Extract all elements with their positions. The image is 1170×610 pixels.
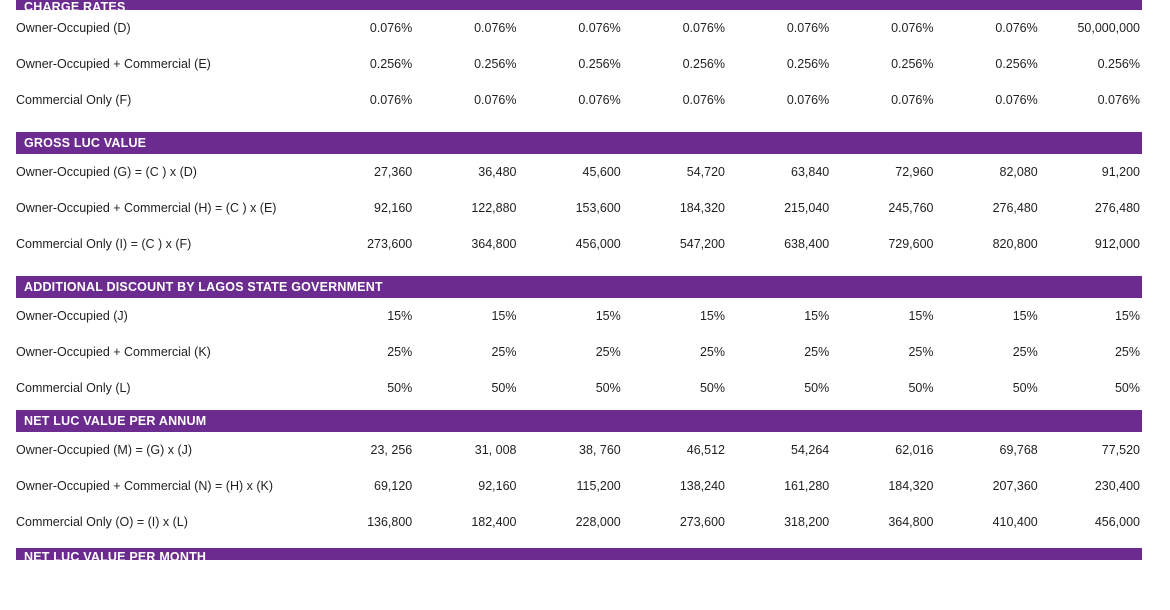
row-label: Commercial Only (O) = (I) x (L) (16, 515, 188, 529)
cell-value: 136,800 (367, 515, 413, 529)
cell-value: 0.076% (578, 93, 621, 107)
cell-value: 273,600 (367, 237, 413, 251)
cell-value: 91,200 (1101, 165, 1140, 179)
cell-value: 0.076% (1097, 93, 1140, 107)
cell-value: 0.256% (891, 57, 934, 71)
cell-value: 364,800 (471, 237, 517, 251)
table-row (16, 370, 1142, 406)
cell-value: 69,768 (999, 443, 1038, 457)
cell-value: 0.076% (786, 21, 830, 35)
cell-value: 0.256% (995, 57, 1038, 71)
section-header-gross-luc-value (16, 132, 1142, 154)
cell-value: 0.076% (369, 93, 413, 107)
cell-value: 122,880 (471, 201, 517, 215)
cell-value: 0.076% (995, 93, 1038, 107)
row-label: Commercial Only (F) (16, 93, 132, 107)
table-charge-rates (16, 10, 1142, 118)
cell-value: 276,480 (992, 201, 1038, 215)
cell-value: 364,800 (888, 515, 934, 529)
cell-value: 25% (1012, 345, 1038, 359)
cell-value: 138,240 (679, 479, 725, 493)
cell-value: 25% (908, 345, 934, 359)
table-additional-discount (16, 298, 1142, 406)
cell-value: 276,480 (1094, 201, 1140, 215)
cell-value: 82,080 (999, 165, 1038, 179)
cell-value: 46,512 (686, 443, 725, 457)
cell-value: 15% (1114, 309, 1140, 323)
cell-value: 115,200 (576, 479, 621, 493)
row-label: Owner-Occupied (J) (16, 309, 128, 323)
cell-value: 50% (387, 381, 413, 395)
cell-value: 25% (595, 345, 621, 359)
cell-value: 0.256% (369, 57, 413, 71)
cell-value: 77,520 (1101, 443, 1140, 457)
cell-value: 161,280 (784, 479, 830, 493)
cell-value: 62,016 (895, 443, 934, 457)
row-label: Owner-Occupied + Commercial (K) (16, 345, 211, 359)
cell-value: 72,960 (895, 165, 934, 179)
cell-value: 912,000 (1094, 237, 1140, 251)
cell-value: 31, 008 (474, 443, 517, 457)
cell-value: 184,320 (888, 479, 934, 493)
cell-value: 50% (595, 381, 621, 395)
cell-value: 0.076% (995, 21, 1038, 35)
cell-value: 25% (491, 345, 517, 359)
section-header-additional-discount (16, 276, 1142, 298)
cell-value: 0.076% (786, 93, 830, 107)
table-row (16, 298, 1142, 334)
section-header-charge-rates (16, 0, 1142, 10)
row-label: Owner-Occupied + Commercial (E) (16, 57, 211, 71)
cell-value: 0.076% (578, 21, 621, 35)
section-header-net-luc-per-annum-label: NET LUC VALUE PER ANNUM (24, 414, 207, 428)
cell-value: 27,360 (374, 165, 413, 179)
cell-value: 0.076% (474, 21, 517, 35)
row-label: Owner-Occupied (D) (16, 21, 131, 35)
cell-value: 456,000 (1094, 515, 1140, 529)
table-gross-luc-value (16, 154, 1142, 262)
cell-value: 0.076% (891, 21, 934, 35)
cell-value: 318,200 (784, 515, 830, 529)
table-row (16, 154, 1142, 190)
section-spacer (16, 540, 1154, 548)
cell-value: 0.076% (891, 93, 934, 107)
cell-value: 273,600 (679, 515, 725, 529)
cell-value: 25% (699, 345, 725, 359)
cell-value: 50% (1114, 381, 1140, 395)
cell-value: 0.256% (786, 57, 830, 71)
table-row (16, 504, 1142, 540)
cell-value: 0.076% (474, 93, 517, 107)
section-header-gross-luc-value-label: GROSS LUC VALUE (24, 136, 147, 150)
section-header-net-luc-per-month-label: NET LUC VALUE PER MONTH (24, 550, 207, 560)
cell-value: 15% (387, 309, 413, 323)
section-header-net-luc-per-annum (16, 410, 1142, 432)
cell-value: 25% (804, 345, 830, 359)
cell-value: 25% (387, 345, 413, 359)
cell-value: 0.256% (474, 57, 517, 71)
cell-value: 245,760 (888, 201, 934, 215)
cell-value: 15% (699, 309, 725, 323)
cell-value: 215,040 (784, 201, 830, 215)
cell-value: 38, 760 (579, 443, 621, 457)
cell-value: 50% (1012, 381, 1038, 395)
cell-value: 0.076% (682, 93, 725, 107)
table-row (16, 468, 1142, 504)
cell-value: 15% (908, 309, 934, 323)
section-header-additional-discount-label: ADDITIONAL DISCOUNT BY LAGOS STATE GOVERNMENT (24, 280, 383, 294)
row-label: Commercial Only (I) = (C ) x (F) (16, 237, 192, 251)
cell-value: 50% (491, 381, 517, 395)
row-label: Owner-Occupied + Commercial (N) = (H) x (K) (16, 479, 273, 493)
cell-value: 0.256% (682, 57, 725, 71)
cell-value: 410,400 (992, 515, 1038, 529)
cell-value: 50% (699, 381, 725, 395)
cell-value: 15% (804, 309, 830, 323)
table-row (16, 334, 1142, 370)
table-row (16, 46, 1142, 82)
cell-value: 45,600 (582, 165, 621, 179)
cell-value: 15% (595, 309, 621, 323)
section-header-charge-rates-label: CHARGE RATES (24, 0, 126, 10)
cell-value: 92,160 (478, 479, 517, 493)
cell-value: 54,720 (686, 165, 725, 179)
cell-value: 23, 256 (370, 443, 413, 457)
cell-value: 54,264 (791, 443, 830, 457)
table-row (16, 82, 1142, 118)
cell-value: 50,000,000 (1077, 21, 1140, 35)
row-label: Owner-Occupied (G) = (C ) x (D) (16, 165, 197, 179)
cell-value: 547,200 (679, 237, 725, 251)
row-label: Owner-Occupied (M) = (G) x (J) (16, 443, 193, 457)
table-row (16, 226, 1142, 262)
cell-value: 729,600 (888, 237, 934, 251)
cell-value: 182,400 (471, 515, 517, 529)
cell-value: 36,480 (478, 165, 517, 179)
table-net-luc-per-annum (16, 432, 1142, 540)
cell-value: 184,320 (679, 201, 725, 215)
table-row (16, 432, 1142, 468)
cell-value: 638,400 (784, 237, 830, 251)
cell-value: 230,400 (1094, 479, 1140, 493)
cell-value: 153,600 (575, 201, 621, 215)
section-header-net-luc-per-month (16, 548, 1142, 560)
cell-value: 15% (1012, 309, 1038, 323)
table-row (16, 10, 1142, 46)
cell-value: 207,360 (992, 479, 1038, 493)
cell-value: 820,800 (992, 237, 1038, 251)
cell-value: 228,000 (575, 515, 621, 529)
cell-value: 92,160 (374, 201, 413, 215)
cell-value: 63,840 (791, 165, 830, 179)
table-row (16, 190, 1142, 226)
cell-value: 69,120 (374, 479, 413, 493)
cell-value: 25% (1114, 345, 1140, 359)
cell-value: 0.256% (1097, 57, 1140, 71)
cell-value: 15% (491, 309, 517, 323)
cell-value: 0.076% (369, 21, 413, 35)
row-label: Owner-Occupied + Commercial (H) = (C ) x (E) (16, 201, 277, 215)
cell-value: 0.256% (578, 57, 621, 71)
section-spacer (16, 262, 1154, 276)
cell-value: 50% (804, 381, 830, 395)
cell-value: 456,000 (575, 237, 621, 251)
section-spacer (16, 118, 1154, 132)
cell-value: 0.076% (682, 21, 725, 35)
row-label: Commercial Only (L) (16, 381, 131, 395)
cell-value: 50% (908, 381, 934, 395)
